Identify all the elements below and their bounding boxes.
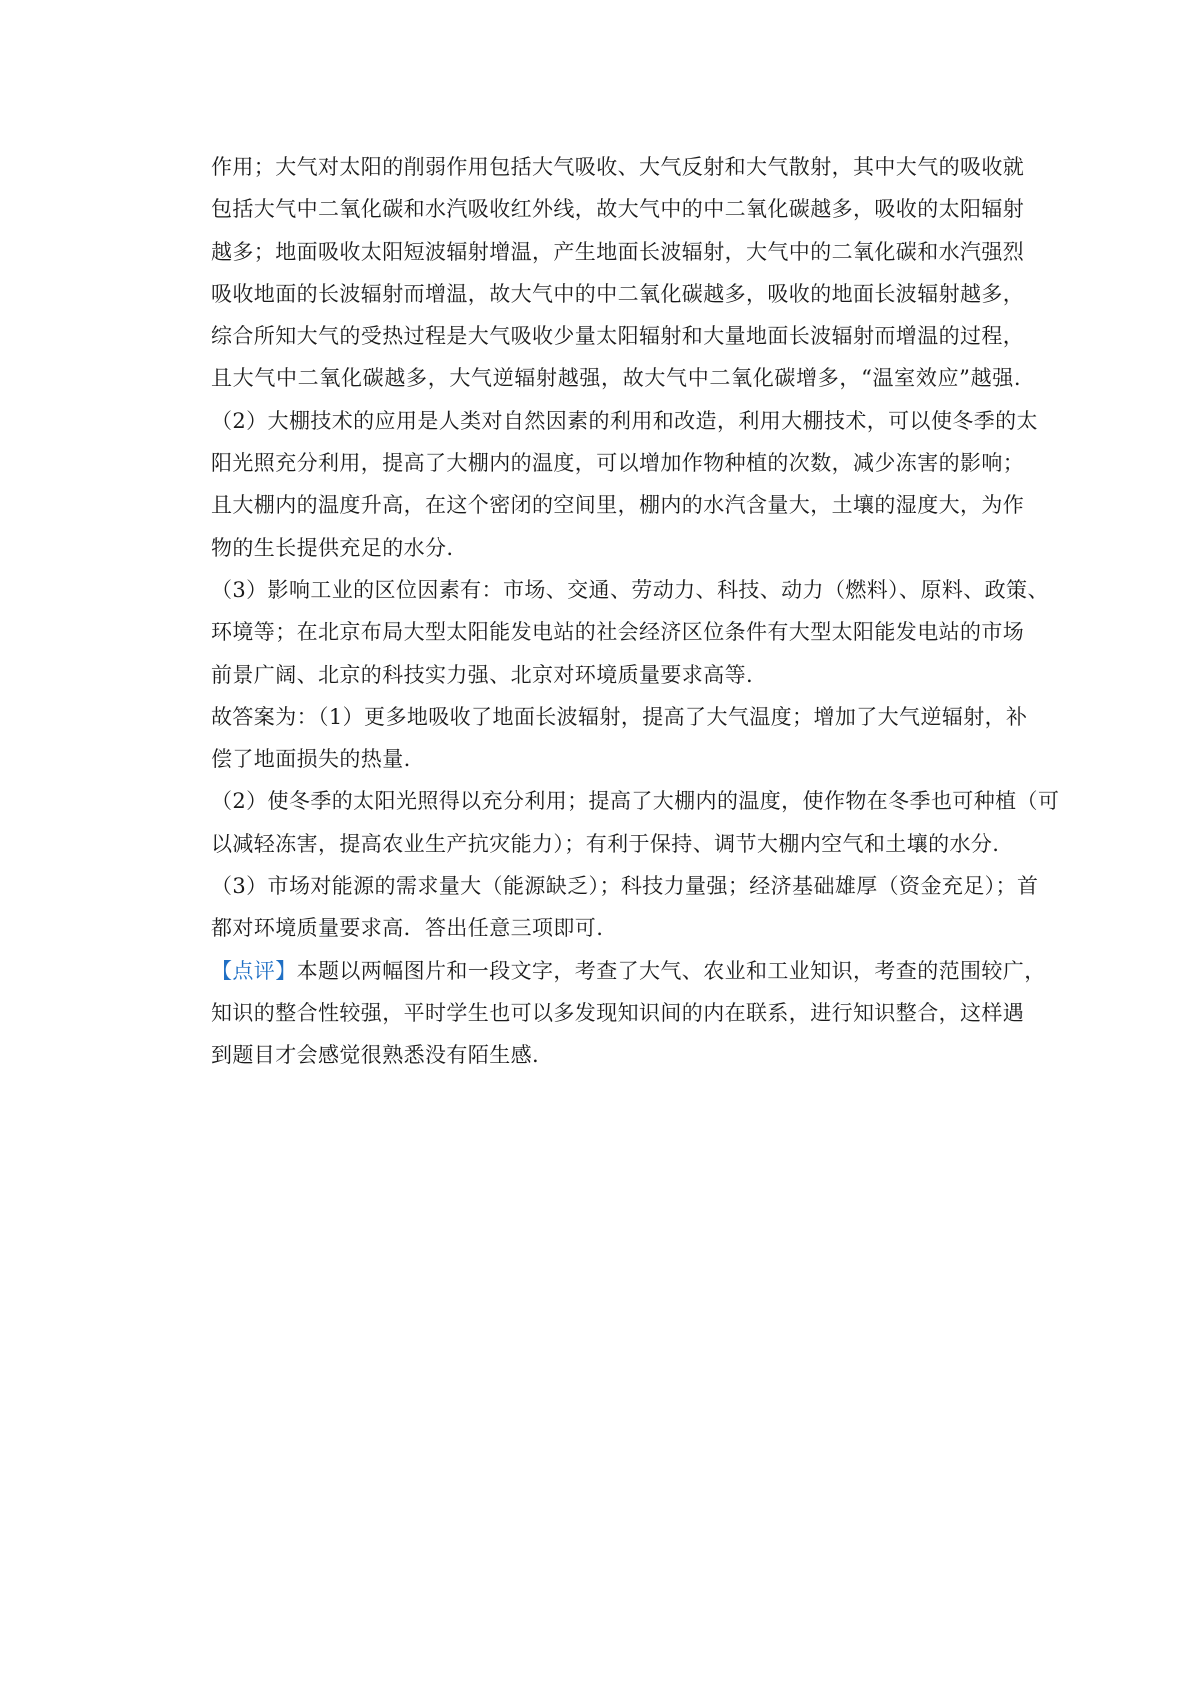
text-line-9: 且大棚内的温度升高，在这个密闭的空间里，棚内的水汽含量大，土壤的湿度大，为作 [211,493,1025,518]
answer-text-block [211,146,1060,1077]
text-line-12: 环境等；在北京布局大型太阳能发电站的社会经济区位条件有大型太阳能发电站的市场 [211,620,1025,645]
comment-line-1-text: 本题以两幅图片和一段文字，考查了大气、农业和工业知识，考查的范围较广， [296,958,1046,983]
text-line-1: 作用；大气对太阳的削弱作用包括大气吸收、大气反射和大气散射，其中大气的吸收就 [211,155,1025,179]
text-line-14: 故答案为：（1）更多地吸收了地面长波辐射，提高了大气温度；增加了大气逆辐射，补 [211,704,1028,729]
comment-tag: 【点评】 [211,958,297,983]
text-line-16: （2）使冬季的太阳光照得以充分利用；提高了大棚内的温度，使作物在冬季也可种植（可 [211,789,1060,814]
text-line-5: 综合所知大气的受热过程是大气吸收少量太阳辐射和大量地面长波辐射而增温的过程， [211,324,1025,349]
text-line-7: （2）大棚技术的应用是人类对自然因素的利用和改造，利用大棚技术，可以使冬季的太 [211,408,1038,433]
text-line-19: 都对环境质量要求高．答出任意三项即可. [211,916,604,941]
comment-line-2: 知识的整合性较强，平时学生也可以多发现知识间的内在联系，进行知识整合，这样遇 [211,1000,1025,1025]
text-line-8: 阳光照充分利用，提高了大棚内的温度，可以增加作物种植的次数，减少冻害的影响； [211,451,1025,476]
comment-line-3: 到题目才会感觉很熟悉没有陌生感. [211,1043,540,1068]
text-line-3: 越多；地面吸收太阳短波辐射增温，产生地面长波辐射，大气中的二氧化碳和水汽强烈 [211,239,1025,264]
text-line-2: 包括大气中二氧化碳和水汽吸收红外线，故大气中的中二氧化碳越多，吸收的太阳辐射 [211,197,1025,222]
text-line-13: 前景广阔、北京的科技实力强、北京对环境质量要求高等. [211,662,754,687]
text-line-6: 且大气中二氧化碳越多，大气逆辐射越强，故大气中二氧化碳增多，“温室效应”越强. [211,366,1021,391]
text-line-15: 偿了地面损失的热量. [211,747,411,772]
text-line-10: 物的生长提供充足的水分. [211,535,454,560]
comment-line-1 [211,950,1046,992]
text-line-11: （3）影响工业的区位因素有：市场、交通、劳动力、科技、动力（燃料）、原料、政策、 [211,577,1049,602]
text-line-18: （3）市场对能源的需求量大（能源缺乏）；科技力量强；经济基础雄厚（资金充足）；首 [211,874,1039,899]
text-line-17: 以减轻冻害，提高农业生产抗灾能力）；有利于保持、调节大棚内空气和土壤的水分. [211,831,1000,856]
text-line-4: 吸收地面的长波辐射而增温，故大气中的中二氧化碳越多，吸收的地面长波辐射越多， [211,281,1025,306]
